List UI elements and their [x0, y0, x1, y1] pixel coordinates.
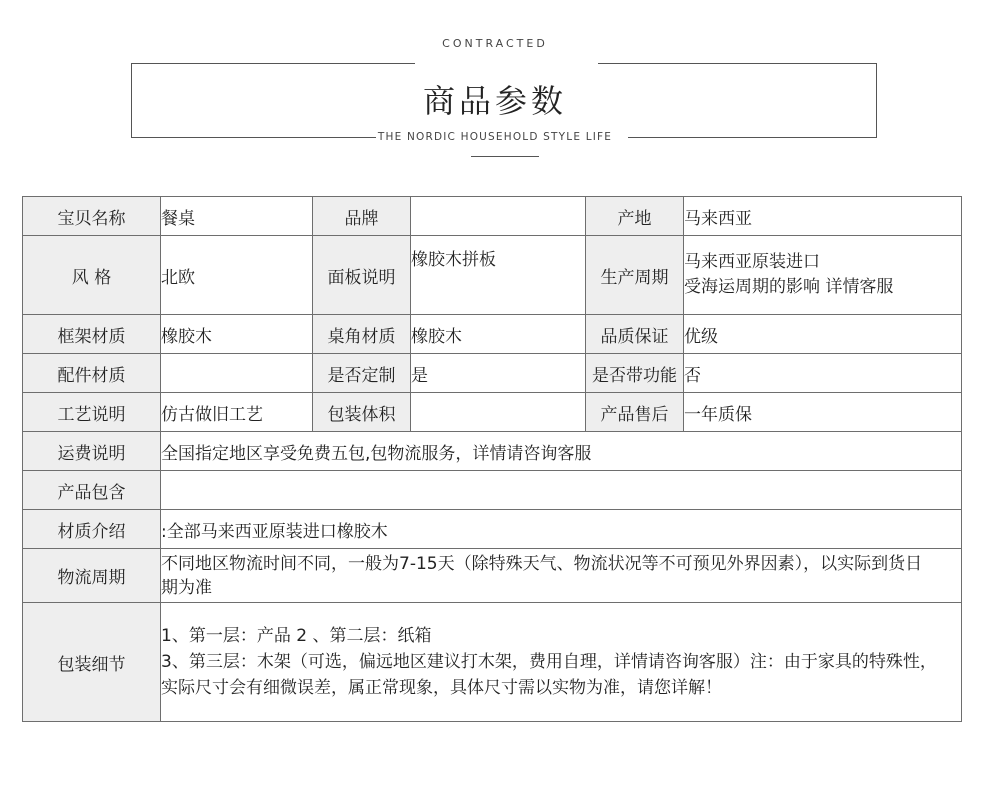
spec-value: 优级: [684, 315, 962, 354]
spec-value: [161, 354, 313, 393]
spec-row: [23, 197, 962, 236]
spec-key: 产品包含: [23, 471, 161, 510]
spec-row: [23, 471, 962, 510]
spec-value: 橡胶木拼板: [411, 236, 586, 315]
spec-value: 餐桌: [161, 197, 313, 236]
header-kicker: CONTRACTED: [442, 37, 548, 50]
spec-value: 否: [684, 354, 962, 393]
header-subtitle: THE NORDIC HOUSEHOLD STYLE LIFE: [377, 131, 613, 143]
spec-value: 仿古做旧工艺: [161, 393, 313, 432]
spec-key: 生产周期: [586, 236, 684, 315]
spec-value: 橡胶木: [161, 315, 313, 354]
spec-key: 是否定制: [313, 354, 411, 393]
spec-value: [411, 393, 586, 432]
frame-gap-top: [415, 60, 598, 66]
spec-key: 运费说明: [23, 432, 161, 471]
spec-key: 包装细节: [23, 603, 161, 722]
spec-value: [161, 471, 962, 510]
spec-key: 材质介绍: [23, 510, 161, 549]
spec-row: [23, 549, 962, 603]
spec-row: [23, 432, 962, 471]
spec-key: 产品售后: [586, 393, 684, 432]
spec-key: 工艺说明: [23, 393, 161, 432]
spec-value-line: 3、第三层：木架（可选，偏远地区建议打木架，费用自理，详情请咨询客服）注：由于家具的特殊性，: [161, 652, 937, 672]
spec-value-line: 不同地区物流时间不同，一般为7-15天（除特殊天气、物流状况等不可预见外界因素），以实际到货日: [161, 553, 923, 574]
spec-row: [23, 315, 962, 354]
spec-value-line: 1、第一层：产品 2 、第二层：纸箱: [161, 626, 432, 646]
spec-value: 一年质保: [684, 393, 962, 432]
spec-row: [23, 393, 962, 432]
spec-key: 物流周期: [23, 549, 161, 603]
spec-row: [23, 236, 962, 315]
spec-row: [23, 603, 962, 722]
spec-row: [23, 354, 962, 393]
spec-value-multiline: [161, 549, 962, 603]
spec-value: 北欧: [161, 236, 313, 315]
spec-value-line: 实际尺寸会有细微误差，属正常现象，具体尺寸需以实物为准，请您详解！: [161, 678, 722, 698]
spec-value: [411, 197, 586, 236]
spec-value: :全部马来西亚原装进口橡胶木: [161, 510, 962, 549]
spec-key: 桌角材质: [313, 315, 411, 354]
spec-value: 橡胶木: [411, 315, 586, 354]
spec-key: 是否带功能: [586, 354, 684, 393]
spec-key: 产地: [586, 197, 684, 236]
spec-key: 面板说明: [313, 236, 411, 315]
spec-key: 品牌: [313, 197, 411, 236]
spec-key: 框架材质: [23, 315, 161, 354]
spec-value-multiline: [161, 603, 962, 722]
spec-value: 马来西亚: [684, 197, 962, 236]
spec-row: [23, 510, 962, 549]
spec-key: 配件材质: [23, 354, 161, 393]
spec-value-line: 受海运周期的影响 详情客服: [684, 277, 894, 297]
spec-value: 全国指定地区享受免费五包,包物流服务，详情请咨询客服: [161, 432, 962, 471]
spec-key: 品质保证: [586, 315, 684, 354]
spec-table: [22, 196, 962, 722]
spec-value-line: 期为准: [161, 577, 212, 598]
title-underline: [471, 156, 539, 157]
spec-key: 包装体积: [313, 393, 411, 432]
spec-key: 宝贝名称: [23, 197, 161, 236]
spec-key: 风 格: [23, 236, 161, 315]
spec-value-line: 马来西亚原装进口: [684, 252, 820, 272]
spec-value-multiline: [684, 236, 962, 315]
page-title: 商品参数: [422, 82, 567, 120]
spec-value: 是: [411, 354, 586, 393]
